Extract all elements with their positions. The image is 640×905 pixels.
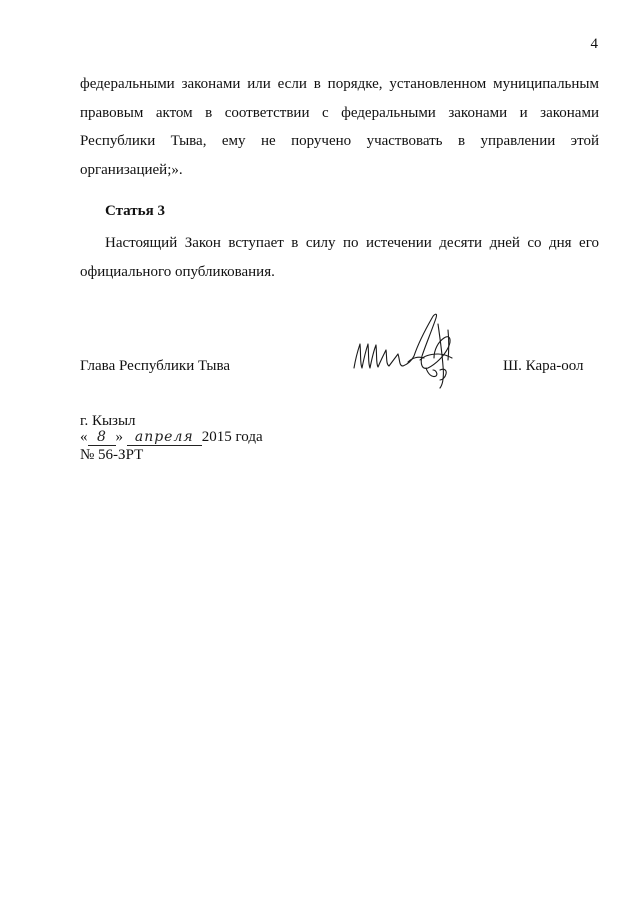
article-line: официального опубликования. (80, 263, 275, 280)
handwritten-signature (348, 304, 460, 390)
date-close-quote: » (115, 429, 123, 445)
paragraph-continuation (80, 70, 599, 184)
date-month-handwritten: апреля (127, 430, 202, 446)
signer-title: Глава Республики Тыва (80, 358, 231, 374)
law-number: № 56-ЗРТ (80, 447, 144, 463)
article-heading: Статья 3 (105, 203, 165, 219)
date-open-quote: « (80, 429, 88, 445)
article-text (80, 229, 599, 286)
date-year: 2015 года (201, 429, 263, 445)
paragraph-line: Республики Тыва, ему не поручено участвовать в управлении этой (80, 133, 599, 149)
paragraph-line: правовым актом в соответствии с федеральными законами и законами (80, 104, 599, 121)
place-of-signing: г. Кызыл (80, 413, 136, 429)
signing-date (80, 429, 263, 446)
paragraph-line: федеральными законами или если в порядке, установленном муниципальным (80, 76, 599, 92)
date-day-handwritten: 8 (88, 430, 116, 446)
article-line: Настоящий Закон вступает в силу по истечении десяти дней со дня его (105, 235, 599, 251)
page-number: 4 (590, 36, 598, 52)
paragraph-line: организацией;». (80, 161, 183, 178)
signer-name: Ш. Кара-оол (503, 358, 584, 374)
